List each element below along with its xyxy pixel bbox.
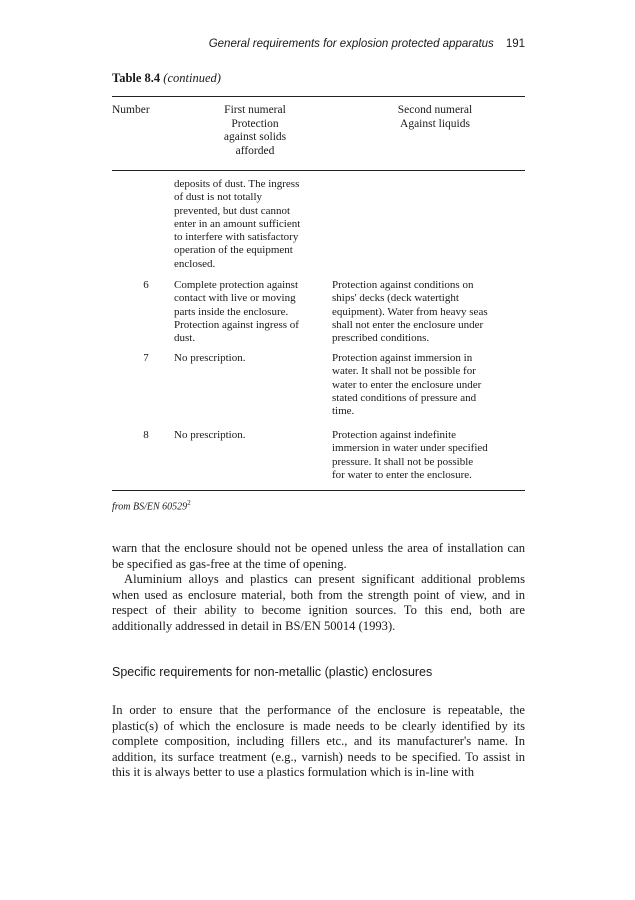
col-header-first-line: against solids (223, 131, 287, 143)
cell-line: to interfere with satisfactory (174, 231, 299, 244)
section-heading: Specific requirements for non-metallic (plastic) enclosures (112, 665, 433, 679)
cell-line: shall not enter the enclosure under (332, 318, 484, 331)
col-header-second (370, 104, 500, 131)
table-row-number: 7 (143, 352, 149, 364)
table-caption-label: Table 8.4 (112, 71, 161, 85)
cell-line: for water to enter the enclosure. (332, 468, 472, 481)
table-row-cell-second (332, 352, 527, 418)
cell-line: Protection against conditions on (332, 279, 474, 291)
cell-line: No prescription. (174, 352, 246, 364)
table-source-note (112, 499, 191, 512)
cell-line: Protection against ingress of (174, 318, 299, 331)
col-header-first-line: First numeral (224, 104, 286, 116)
table-row-number: 8 (143, 429, 149, 441)
cell-line: water to enter the enclosure under (332, 378, 482, 391)
page-number: 191 (505, 38, 525, 50)
table-header-rule (112, 170, 525, 171)
cell-line: immersion in water under specified (332, 442, 488, 455)
cell-line: pressure. It shall not be possible (332, 455, 474, 468)
table-row-number: 6 (143, 279, 149, 291)
cell-line: dust. (174, 332, 196, 345)
body-paragraph-2 (112, 703, 525, 781)
cell-line: time. (332, 405, 355, 418)
table-caption (112, 71, 221, 86)
table-row-cell-first (174, 279, 324, 345)
table-row-cell-first (174, 352, 324, 365)
col-header-first-line: afforded (235, 144, 275, 157)
cell-line: enter in an amount sufficient (174, 217, 301, 230)
cell-line: Complete protection against (174, 279, 299, 291)
cell-line: contact with live or moving (174, 292, 296, 305)
cell-line: enclosed. (174, 257, 216, 270)
col-header-first (195, 104, 315, 158)
cell-line: stated conditions of pressure and (332, 391, 477, 404)
table-top-rule (112, 96, 525, 97)
cell-line: parts inside the enclosure. (174, 305, 289, 318)
cell-line: Protection against indefinite (332, 429, 457, 441)
paragraph-text: In order to ensure that the performance of the enclosure is repeatable, the plastic(s) of which the enclosure is made needs to be clearly identified by its complete composition, including fillers etc., and its manufacturer's name. In addition, its surface treatment (e.g., varnish) needs to be specified. To assist in this it is always better to use a plastics formulation which is in-line with (112, 703, 525, 779)
table-bottom-rule (112, 490, 525, 491)
table-row-cell-first (174, 429, 324, 442)
cell-line: water. It shall not be possible for (332, 365, 476, 378)
cell-line: equipment). Water from heavy seas (332, 305, 488, 318)
cell-line: deposits of dust. The ingress (174, 178, 300, 190)
paragraph-text: Aluminium alloys and plastics can present significant additional problems when used as enclosure material, both from the strength point of view, and in respect of their ability to become ignition sources. To this end, both are additionally addressed in detail in BS/EN 50014 (1993). (112, 572, 525, 633)
table-row-cell-second (332, 429, 527, 482)
col-header-second-line: Second numeral (397, 104, 473, 116)
table-caption-note: (continued) (163, 71, 221, 85)
cell-line: prescribed conditions. (332, 332, 430, 345)
body-paragraph-1 (112, 541, 525, 634)
running-header (190, 38, 525, 50)
cell-line: prevented, but dust cannot (174, 204, 291, 217)
source-ref: 2 (187, 499, 191, 507)
cell-line: of dust is not totally (174, 191, 262, 204)
cell-line: operation of the equipment (174, 244, 293, 257)
cell-line: ships' decks (deck watertight (332, 292, 459, 305)
running-title: General requirements for explosion protected apparatus (208, 38, 494, 50)
table-row-cell-second (332, 279, 527, 345)
col-header-first-line: Protection (231, 117, 279, 130)
cell-line: Protection against immersion in (332, 352, 473, 364)
col-header-number: Number (112, 104, 150, 116)
table-row-cell-first (174, 178, 324, 271)
col-header-second-line: Against liquids (400, 117, 470, 130)
source-text: from BS/EN 60529 (112, 501, 188, 513)
paragraph-text: warn that the enclosure should not be opened unless the area of installation can be specified as gas-free at the time of opening. (112, 541, 525, 571)
cell-line: No prescription. (174, 429, 246, 441)
